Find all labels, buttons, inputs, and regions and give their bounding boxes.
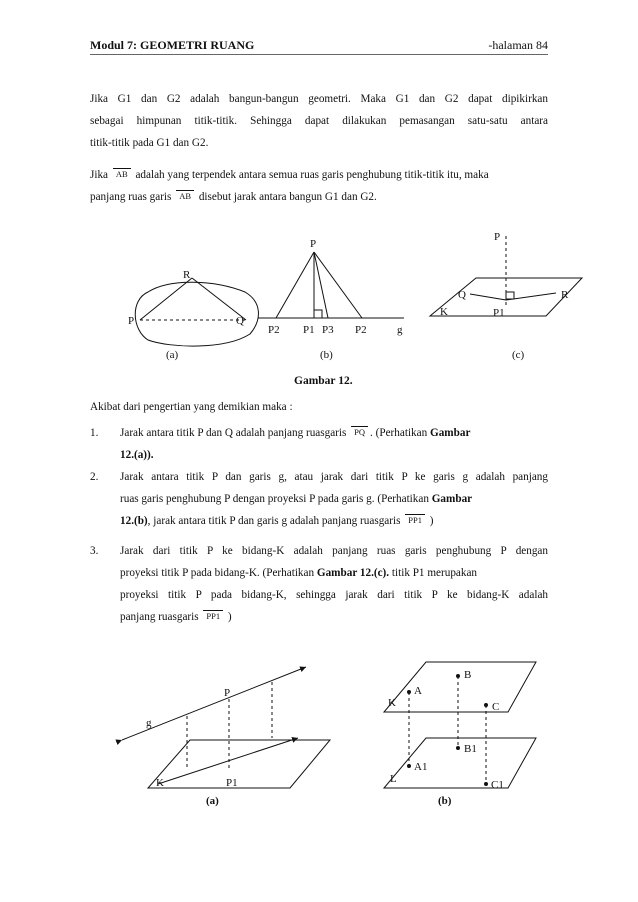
caption-a: (a)	[206, 795, 219, 807]
segment-ab: AB	[113, 168, 131, 179]
intro-text: panjang ruas garis	[90, 191, 172, 203]
label-a: A	[414, 685, 422, 697]
item-text: proyeksi titik P pada bidang-K. (Perhatikan	[120, 567, 315, 579]
item-text: Jarak antara titik P dan Q adalah panjang ruasgaris	[120, 427, 347, 439]
segment-p-p2left	[276, 252, 314, 318]
label-c1: C1	[491, 779, 504, 791]
label-k: K	[440, 306, 448, 318]
label-k: K	[388, 697, 396, 709]
caption-c: (c)	[512, 349, 525, 361]
intro-line-3: titik-titik pada G1 dan G2.	[90, 137, 209, 149]
label-p: P	[128, 315, 135, 327]
item-text: )	[227, 611, 232, 623]
intro-line-1: Jika G1 dan G2 adalah bangun-bangun geometri. Maka G1 dan G2 dapat dipikirkan	[90, 93, 548, 105]
right-angle-mark	[506, 292, 514, 299]
label-p1: P1	[226, 777, 238, 789]
item-text: titik P1 merupakan	[391, 567, 478, 579]
page-number: -halaman 84	[488, 38, 548, 52]
label-c: C	[492, 701, 500, 713]
item-bold-ref: 12.(a)).	[120, 449, 154, 461]
label-p: P	[494, 231, 501, 243]
item-text: )	[429, 515, 434, 527]
list-item-2	[90, 466, 548, 532]
label-q: Q	[458, 289, 466, 301]
label-r: R	[561, 289, 569, 301]
item-bold-ref: Gambar 12.(c).	[316, 567, 390, 579]
item-number: 2.	[90, 471, 99, 483]
caption-a: (a)	[166, 349, 179, 361]
label-k: K	[156, 777, 164, 789]
item-text: ruas garis penghubung P dengan proyeksi P pada garis g. (Perhatikan	[120, 493, 429, 505]
item-number: 3.	[90, 545, 99, 557]
label-p: P	[310, 238, 317, 250]
intro-text: disebut jarak antara bangun G1 dan G2.	[198, 191, 377, 203]
list-item-1	[90, 422, 548, 466]
item-bold-ref: 12.(b)	[120, 515, 148, 527]
label-p: P	[224, 687, 231, 699]
label-q: Q	[236, 315, 244, 327]
item-text: , jarak antara titik P dan garis g adalah panjang ruasgaris	[147, 515, 401, 527]
label-g: g	[146, 717, 152, 729]
intro-line-2: sebagai himpunan titik-titik. Sehingga dapat dilakukan pemasangan satu-satu antara	[90, 115, 548, 127]
label-p3: P3	[322, 324, 334, 336]
caption-b: (b)	[438, 795, 452, 807]
figure-12b	[258, 252, 404, 318]
label-g: g	[397, 324, 403, 336]
label-b1: B1	[464, 743, 477, 755]
consequence-text	[90, 396, 548, 418]
label-b: B	[464, 669, 472, 681]
list-item-3	[90, 540, 548, 628]
figure-12-caption: Gambar 12.	[294, 375, 353, 387]
item-bold-ref: Gambar	[430, 427, 471, 439]
segment-pq: PQ	[351, 426, 368, 437]
right-angle-mark	[314, 310, 322, 318]
item-text: proyeksi titik P pada bidang-K, sehingga jarak dari titik P ke bidang-K adalah	[120, 589, 548, 601]
segment-pp1: PP1	[203, 610, 223, 621]
segment-q	[470, 294, 506, 300]
consequence-line: Akibat dari pengertian yang demikian maka :	[90, 401, 293, 413]
segment-pp1: PP1	[405, 514, 425, 525]
item-text: panjang ruasgaris	[120, 611, 199, 623]
intro-text: adalah yang terpendek antara semua ruas garis penghubung titik-titik itu, maka	[135, 169, 489, 181]
label-r: R	[183, 269, 191, 281]
item-text: . (Perhatikan	[370, 427, 428, 439]
item-number: 1.	[90, 427, 99, 439]
intro-text: Jika	[90, 169, 109, 181]
label-a1: A1	[414, 761, 428, 773]
item-text: Jarak antara titik P dan garis g, atau jarak dari titik P ke garis g adalah panjang	[120, 471, 548, 483]
caption-b: (b)	[320, 349, 333, 361]
figure-12a	[135, 278, 258, 346]
item-bold-ref: Gambar	[431, 493, 473, 505]
module-title: Modul 7: GEOMETRI RUANG	[90, 38, 255, 52]
label-p2: P2	[355, 324, 367, 336]
label-p1: P1	[303, 324, 315, 336]
label-l: L	[390, 773, 397, 785]
label-p2: P2	[268, 324, 280, 336]
label-p1: P1	[493, 307, 505, 319]
item-text: Jarak dari titik P ke bidang-K adalah panjang ruas garis penghubung P dengan	[120, 545, 548, 557]
figure-12c	[430, 236, 582, 316]
segment-ab: AB	[176, 190, 194, 201]
